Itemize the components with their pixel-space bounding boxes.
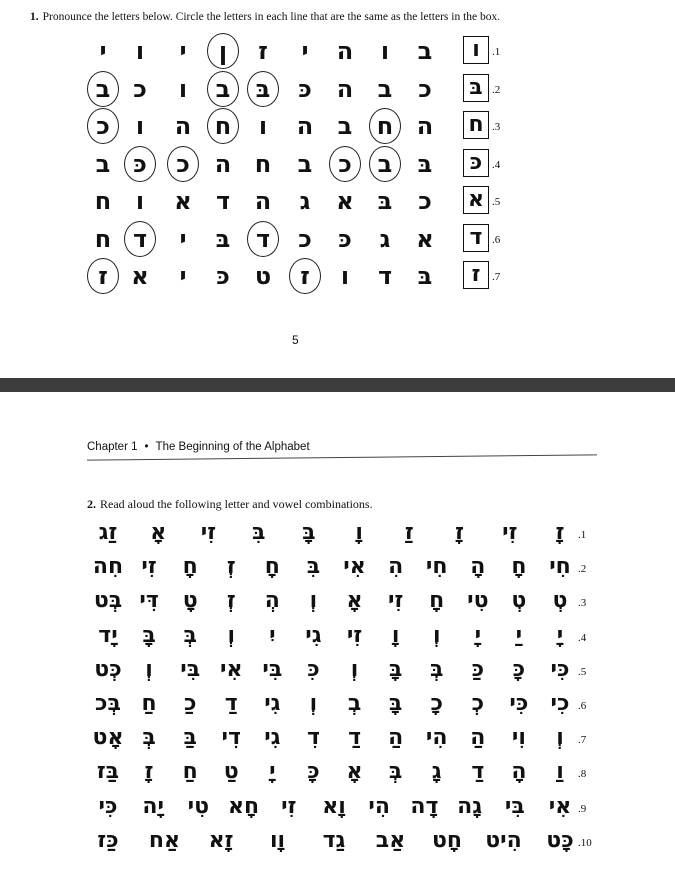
row-number: .5: [578, 665, 587, 678]
letter-choice[interactable]: ד: [125, 224, 155, 254]
letter-vowel-combination: הִי: [425, 725, 448, 751]
letter-vowel-combination: טְ: [511, 588, 527, 614]
letter-vowel-combination: חִי: [425, 554, 448, 580]
letter-vowel-combination: זִי: [387, 588, 404, 614]
workbook-chapter-page: [0, 392, 675, 876]
letter-vowel-combination: בִּ: [251, 520, 266, 545]
letter-vowel-combination: גִי: [264, 691, 281, 716]
letter-choice[interactable]: ו: [380, 37, 390, 65]
row-number: .3: [492, 121, 501, 133]
letter-vowel-combination: טִי: [467, 588, 489, 614]
letter-choice[interactable]: ה: [416, 112, 434, 140]
letter-vowel-combination: זְ: [226, 554, 236, 580]
letter-vowel-combination: בְּ: [430, 656, 444, 682]
row-number: .6: [492, 233, 501, 246]
letter-vowel-combination: בְּ: [183, 622, 197, 648]
letter-vowel-combination: אִי: [220, 656, 243, 682]
letter-choice[interactable]: כּ: [298, 74, 312, 103]
letter-vowel-combination: חַ: [182, 759, 198, 785]
letter-vowel-combination: כַ: [183, 691, 197, 716]
letter-choice[interactable]: ז: [290, 261, 320, 291]
letter-vowel-combination: דִי: [221, 725, 241, 751]
letter-vowel-combination: יָד: [98, 622, 118, 648]
letter-choice[interactable]: ח: [254, 149, 272, 178]
letter-vowel-combination: אָט: [92, 725, 124, 751]
row-number: .8: [578, 768, 587, 781]
letter-vowel-combination: הַ: [388, 725, 404, 751]
letter-choice[interactable]: י: [99, 37, 107, 65]
letter-choice[interactable]: כּ: [125, 149, 155, 179]
letter-choice[interactable]: כּ: [216, 262, 230, 290]
letter-vowel-combination: דַ: [224, 691, 238, 716]
letter-vowel-combination: זִי: [346, 622, 363, 648]
exercise-1-instructions: Pronounce the letters below. Circle the letters in each line that are the same as the letters in the box.: [42, 11, 501, 23]
row-number: .7: [578, 734, 587, 747]
letter-vowel-combination: בְ: [347, 691, 362, 716]
letter-choice[interactable]: בּ: [417, 149, 433, 178]
letter-choice[interactable]: כ: [418, 187, 432, 215]
letter-choice[interactable]: ו: [135, 37, 145, 65]
letter-vowel-combination: וָא: [322, 793, 346, 819]
letter-choice[interactable]: א: [416, 224, 434, 253]
letter-vowel-combination: אָ: [346, 588, 363, 614]
letter-choice[interactable]: כ: [168, 149, 198, 179]
letter-vowel-combination: דַ: [348, 725, 361, 751]
row-number: .1: [492, 46, 501, 58]
letter-vowel-combination: יִ: [269, 622, 276, 648]
letter-choice[interactable]: י: [179, 262, 187, 290]
boxed-target-letter: ד: [463, 224, 489, 252]
letter-choice[interactable]: ד: [248, 224, 278, 254]
letter-vowel-combination: דַ: [471, 759, 485, 785]
letter-vowel-combination: טַ: [223, 759, 239, 785]
letter-vowel-combination: בִּי: [180, 656, 201, 682]
letter-vowel-combination: דִ: [306, 725, 320, 751]
letter-vowel-combination: זָא: [208, 827, 234, 853]
letter-vowel-combination: כָּט: [546, 827, 574, 853]
letter-choice[interactable]: ד: [215, 187, 231, 215]
letter-vowel-combination: חִה: [92, 554, 124, 580]
letter-vowel-combination: זִי: [141, 554, 157, 580]
letter-vowel-combination: הִ: [388, 554, 404, 580]
letter-vowel-combination: הָ: [470, 554, 486, 580]
letter-vowel-combination: זַג: [98, 520, 118, 545]
letter-vowel-combination: יָ: [474, 622, 482, 648]
letter-vowel-combination: גִי: [305, 622, 322, 648]
row-number: .4: [578, 631, 587, 644]
letter-vowel-combination: וִי: [511, 725, 526, 751]
letter-vowel-combination: כִּי: [509, 691, 529, 716]
letter-vowel-combination: דָה: [410, 793, 439, 819]
letter-vowel-combination: כִּי: [98, 793, 118, 819]
letter-vowel-combination: יַ: [515, 622, 523, 648]
letter-vowel-combination: זִי: [281, 793, 297, 819]
letter-vowel-combination: חָ: [429, 588, 445, 614]
letter-vowel-combination: גָה: [457, 793, 483, 819]
letter-choice[interactable]: ה: [336, 74, 354, 103]
letter-vowel-combination: בְּכ: [95, 691, 121, 716]
letter-vowel-combination: בָּ: [388, 691, 403, 716]
letter-vowel-combination: חָא: [228, 793, 260, 819]
letter-choice[interactable]: ב: [88, 74, 118, 104]
letter-vowel-combination: חָט: [431, 827, 463, 853]
letter-vowel-combination: וְ: [309, 588, 318, 614]
letter-choice[interactable]: ח: [208, 111, 238, 141]
letter-choice[interactable]: ו: [340, 262, 350, 290]
letter-vowel-combination: טְ: [552, 588, 568, 614]
letter-choice[interactable]: ב: [95, 149, 111, 178]
exercise-1-number: 1.: [30, 11, 39, 23]
letter-vowel-combination: הִי: [368, 793, 390, 819]
letter-vowel-combination: יָה: [142, 793, 164, 819]
page-separator-bar: [0, 378, 675, 392]
letter-choice[interactable]: ן: [208, 36, 238, 66]
row-number: .9: [578, 802, 587, 815]
letter-choice[interactable]: ט: [254, 262, 272, 290]
workbook-page-5: [0, 0, 675, 378]
boxed-target-letter: ו: [463, 36, 489, 64]
letter-vowel-combination: חַ: [141, 691, 157, 716]
row-number: .1: [578, 529, 587, 541]
letter-vowel-combination: וַ: [556, 759, 564, 785]
letter-vowel-combination: אַח: [148, 827, 181, 853]
row-number: .2: [578, 563, 587, 576]
letter-choice[interactable]: כ: [298, 224, 312, 253]
letter-vowel-combination: וָ: [355, 520, 363, 545]
letter-choice[interactable]: ב: [377, 74, 393, 103]
letter-choice[interactable]: כּ: [338, 224, 352, 253]
boxed-target-letter: בּ: [463, 74, 489, 102]
letter-choice[interactable]: ה: [214, 149, 232, 178]
letter-choice[interactable]: ה: [254, 187, 272, 215]
letter-choice[interactable]: ג: [379, 224, 391, 253]
letter-vowel-combination: בִּי: [504, 793, 525, 819]
letter-vowel-combination: חָ: [511, 554, 527, 580]
letter-choice[interactable]: ב: [208, 74, 238, 104]
letter-choice[interactable]: ב: [417, 37, 433, 65]
letter-vowel-combination: בְּט: [93, 588, 123, 614]
letter-vowel-combination: זָ: [555, 520, 565, 545]
letter-choice[interactable]: כ: [133, 74, 147, 103]
row-number: .7: [492, 271, 501, 283]
exercise-1-title: [30, 11, 500, 23]
letter-vowel-combination: בַּז: [96, 759, 120, 785]
letter-vowel-combination: כִי: [550, 691, 570, 716]
row-number: .4: [492, 158, 501, 171]
boxed-target-letter: ז: [463, 261, 489, 289]
letter-choice[interactable]: ב: [297, 149, 313, 178]
letter-choice[interactable]: ז: [88, 261, 118, 291]
letter-choice[interactable]: ח: [370, 111, 400, 141]
letter-vowel-combination: טִי: [187, 793, 210, 819]
row-number: .6: [578, 700, 587, 712]
chapter-title: The Beginning of the Alphabet: [155, 441, 310, 453]
letter-choice[interactable]: כ: [418, 74, 432, 103]
row-number: .5: [492, 196, 501, 208]
letter-vowel-combination: אָ: [150, 520, 167, 545]
exercise-2-title: [87, 497, 373, 512]
letter-vowel-combination: כְּט: [94, 656, 122, 682]
letter-choice[interactable]: ה: [296, 112, 314, 140]
exercise-2-number: 2.: [87, 497, 96, 511]
letter-vowel-combination: כִּי: [550, 656, 570, 682]
letter-vowel-combination: וָ: [391, 622, 400, 648]
letter-vowel-combination: אִי: [343, 554, 366, 580]
letter-choice[interactable]: י: [301, 37, 309, 65]
letter-vowel-combination: בִּי: [262, 656, 283, 682]
letter-vowel-combination: וְ: [350, 656, 359, 682]
letter-vowel-combination: הְ: [264, 588, 280, 614]
letter-vowel-combination: חִי: [549, 554, 571, 580]
letter-choice[interactable]: ב: [370, 149, 400, 179]
letter-choice[interactable]: י: [179, 224, 187, 253]
letter-choice[interactable]: כ: [330, 149, 360, 179]
letter-vowel-combination: זַ: [404, 520, 414, 545]
letter-vowel-combination: יָ: [269, 759, 276, 785]
letter-vowel-combination: כִּ: [307, 656, 320, 682]
letter-vowel-combination: וְ: [309, 691, 318, 716]
letter-vowel-combination: וְ: [227, 622, 236, 648]
letter-vowel-combination: כְ: [471, 691, 485, 716]
letter-vowel-combination: חָ: [182, 554, 198, 580]
letter-choice[interactable]: בּ: [215, 224, 231, 253]
letter-vowel-combination: כָּ: [307, 759, 320, 785]
letter-choice[interactable]: א: [131, 262, 149, 290]
letter-vowel-combination: זִי: [200, 520, 217, 545]
chapter-underline: [87, 454, 597, 460]
letter-vowel-combination: אָ: [346, 759, 363, 785]
letter-vowel-combination: דִּי: [139, 588, 159, 614]
letter-vowel-combination: וְ: [556, 725, 564, 751]
letter-vowel-combination: גַד: [322, 827, 346, 853]
chapter-label: Chapter 1: [87, 441, 138, 453]
letter-choice[interactable]: בּ: [417, 262, 433, 290]
letter-vowel-combination: כָּ: [512, 656, 526, 682]
letter-vowel-combination: גִי: [264, 725, 281, 751]
letter-choice[interactable]: י: [179, 37, 187, 65]
letter-vowel-combination: זְ: [226, 588, 236, 614]
letter-choice[interactable]: ח: [94, 224, 112, 253]
letter-choice[interactable]: כ: [88, 111, 118, 141]
letter-vowel-combination: חָ: [264, 554, 280, 580]
letter-vowel-combination: אִי: [548, 793, 572, 819]
letter-vowel-combination: וְ: [432, 622, 441, 648]
letter-vowel-combination: וְ: [145, 656, 153, 682]
letter-choice[interactable]: בּ: [377, 187, 393, 215]
exercise-2-instructions: Read aloud the following letter and vowel combinations.: [100, 497, 373, 511]
letter-choice[interactable]: ב: [337, 112, 353, 140]
letter-choice[interactable]: ד: [377, 262, 393, 290]
letter-vowel-combination: אַב: [375, 827, 406, 853]
chapter-bullet: •: [144, 441, 149, 453]
letter-vowel-combination: הָ: [511, 759, 527, 785]
letter-vowel-combination: בִּ: [306, 554, 321, 580]
letter-vowel-combination: כַּז: [97, 827, 119, 853]
letter-vowel-combination: בְּ: [142, 725, 156, 751]
letter-choice[interactable]: ו: [178, 74, 188, 103]
letter-choice[interactable]: ו: [135, 112, 145, 140]
page-number: 5: [292, 333, 299, 347]
letter-choice[interactable]: ו: [135, 187, 145, 215]
letter-vowel-combination: טָ: [182, 588, 198, 614]
row-number: .3: [578, 597, 587, 610]
letter-choice[interactable]: א: [174, 187, 192, 215]
row-number: .10: [578, 836, 592, 849]
letter-vowel-combination: זָ: [144, 759, 154, 785]
letter-vowel-combination: בָּ: [142, 622, 156, 648]
letter-vowel-combination: בַּ: [183, 725, 197, 751]
letter-vowel-combination: כַּ: [471, 656, 485, 682]
letter-vowel-combination: זָ: [455, 520, 464, 545]
letter-choice[interactable]: ח: [94, 187, 112, 215]
letter-vowel-combination: בָּ: [388, 656, 403, 682]
letter-vowel-combination: גָ: [431, 759, 442, 785]
letter-choice[interactable]: בּ: [248, 74, 278, 104]
letter-choice[interactable]: ג: [299, 187, 311, 215]
letter-vowel-combination: כָ: [430, 691, 443, 716]
letter-vowel-combination: בְּ: [388, 759, 403, 785]
letter-choice[interactable]: ה: [336, 37, 354, 65]
letter-vowel-combination: הִיט: [485, 827, 522, 853]
chapter-header: [87, 441, 310, 453]
letter-vowel-combination: וָו: [269, 827, 286, 853]
letter-vowel-combination: זִי: [502, 520, 518, 545]
letter-choice[interactable]: א: [336, 187, 354, 215]
letter-choice[interactable]: ה: [174, 112, 192, 140]
letter-choice[interactable]: ז: [258, 37, 268, 65]
letter-vowel-combination: בָּ: [302, 520, 316, 545]
boxed-target-letter: א: [463, 186, 489, 214]
boxed-target-letter: כּ: [463, 149, 489, 177]
boxed-target-letter: ח: [463, 111, 489, 139]
letter-vowel-combination: יָ: [556, 622, 564, 648]
letter-choice[interactable]: ו: [258, 112, 268, 140]
row-number: .2: [492, 83, 501, 96]
letter-vowel-combination: הַ: [470, 725, 486, 751]
